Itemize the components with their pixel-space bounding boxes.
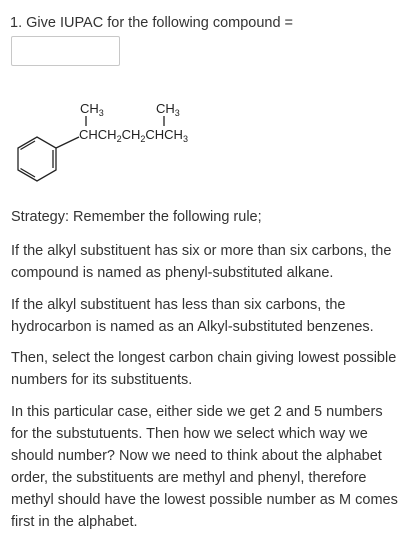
particular-case-text: In this particular case, either side we get 2 and 5 numbers for the substutuents. Then how we select which way we should number? Now we need to think about the alphabet order, the substituents are methyl and phenyl, therefore methyl should have the lowest possible number as M comes first in the alphabet. (11, 404, 398, 530)
ring-to-chain-bond (56, 137, 79, 148)
benzene-ring-icon (18, 137, 56, 181)
rule-less-than-six: If the alkyl substituent has less than six carbons, the hydrocarbon is named as an Alkyl-substituted benzenes. (11, 297, 374, 335)
answer-input[interactable] (11, 36, 120, 66)
left-methyl-label: $CH_3$ (80, 101, 104, 118)
chemical-structure (0, 96, 240, 201)
main-chain-label: $CHCH_2CH_2CHCH_3$ (79, 127, 188, 144)
right-methyl-label: $CH_3$ (156, 101, 180, 118)
question-title: 1. Give IUPAC for the following compound = (10, 15, 294, 31)
strategy-text: Strategy: Remember the following rule; (11, 209, 262, 225)
longest-chain-text: Then, select the longest carbon chain giving lowest possible numbers for its substituents. (11, 350, 397, 388)
rule-six-carbons: If the alkyl substituent has six or more than six carbons, the compound is named as phenyl-substituted alkane. (11, 243, 392, 281)
